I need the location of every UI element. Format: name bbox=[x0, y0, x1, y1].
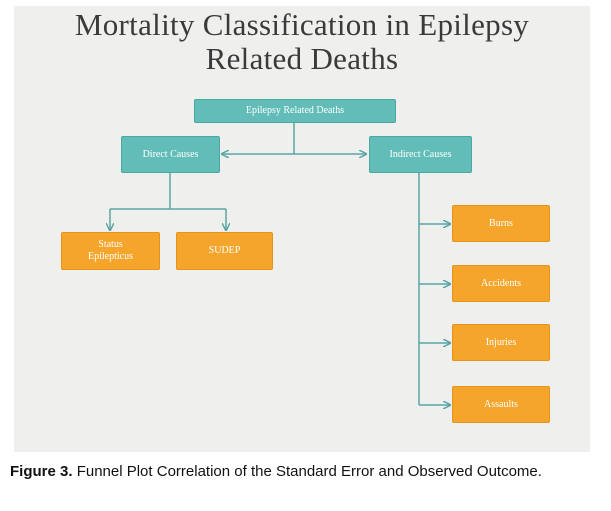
node-status-epilepticus: Status Epilepticus bbox=[61, 232, 160, 270]
figure-caption bbox=[10, 462, 594, 481]
diagram-title-line1: Mortality Classification in Epilepsy bbox=[74, 7, 530, 42]
diagram-title-line2: Related Deaths bbox=[205, 41, 399, 76]
node-accidents: Accidents bbox=[452, 265, 550, 302]
node-burns: Burns bbox=[452, 205, 550, 242]
caption-text: Funnel Plot Correlation of the Standard Error and Observed Outcome. bbox=[76, 463, 542, 480]
node-direct-causes: Direct Causes bbox=[121, 136, 220, 173]
node-assaults: Assaults bbox=[452, 386, 550, 423]
node-injuries: Injuries bbox=[452, 324, 550, 361]
caption-label: Figure 3. bbox=[10, 463, 73, 480]
node-epilepsy-related-deaths: Epilepsy Related Deaths bbox=[194, 99, 396, 123]
node-sudep: SUDEP bbox=[176, 232, 273, 270]
node-indirect-causes: Indirect Causes bbox=[369, 136, 472, 173]
